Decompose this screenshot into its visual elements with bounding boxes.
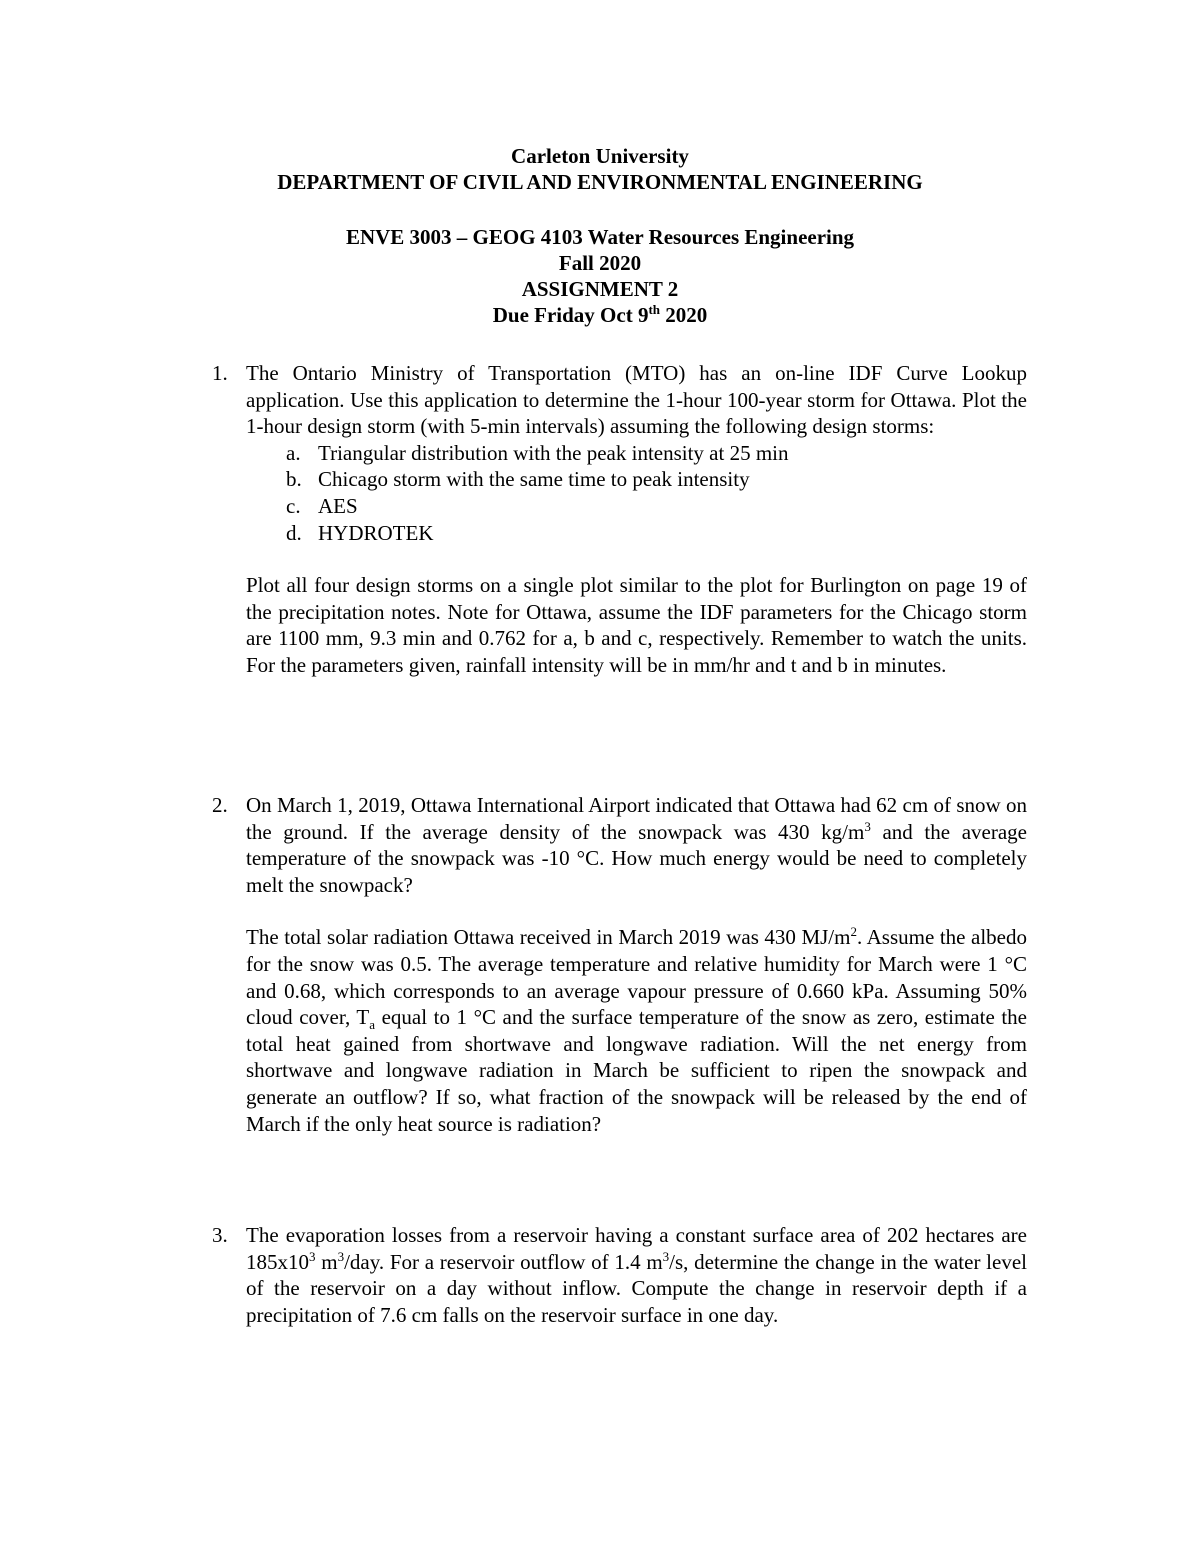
superscript: 2 [850, 924, 857, 940]
list-item [246, 493, 1027, 520]
assignment-header [0, 224, 1200, 328]
subscript: a [369, 1017, 376, 1033]
document-header [0, 143, 1200, 195]
list-item-letter: a. [286, 440, 301, 465]
text-run: The total solar radiation Ottawa received in March 2019 was 430 MJ/m [246, 925, 851, 950]
question-number: 2. [212, 793, 228, 817]
question-body [246, 792, 1027, 1137]
text-run: On March 1, 2019, Ottawa International Airport indicated that Ottawa had 62 cm of snow on the ground. If the average density of the snowpack was 430 kg/m [246, 793, 1027, 844]
superscript: 3 [337, 1248, 345, 1264]
list-item-letter: d. [286, 520, 302, 545]
superscript: 3 [662, 1248, 670, 1264]
question-paragraph [246, 924, 1027, 1137]
text-run: /day. For a reservoir outflow of 1.4 m [344, 1249, 663, 1274]
list-item [246, 440, 1027, 467]
list-item-letter: c. [286, 493, 301, 518]
question-paragraph [246, 1222, 1027, 1328]
due-suffix: 2020 [660, 303, 708, 327]
list-item [246, 520, 1027, 547]
list-item-letter: b. [286, 467, 302, 492]
list-item-text: Triangular distribution with the peak intensity at 25 min [318, 440, 789, 465]
text-run: . Assume the albedo for the snow was 0.5. The average temperature and relative humidity for March were 1 °C and 0.68, which corresponds to an average vapour pressure of 0.660 kPa. Assuming 50% cloud cover, T [246, 925, 1028, 1030]
question-number: 3. [212, 1223, 228, 1247]
text-run: and the average temperature of the snowpack was -10 °C. How much energy would be need to completely melt the snowpack? [246, 819, 1027, 897]
question-paragraph: Plot all four design storms on a single plot similar to the plot for Burlington on page 19 of the precipitation notes. Note for Ottawa, assume the IDF parameters for the Chicago storm are 1100 mm, 9.3 min and 0.762 for a, b and c, respectively. Remember to watch the units. For the parameters given, rainfall intensity will be in mm/hr and t and b in minutes. [246, 573, 1027, 677]
text-run: The evaporation losses from a reservoir having a constant surface area of 202 hectares are 185x10 [246, 1223, 1027, 1274]
term: Fall 2020 [558, 251, 642, 275]
list-item-text: Chicago storm with the same time to peak intensity [318, 467, 750, 492]
list-item [246, 466, 1027, 493]
department-name: DEPARTMENT OF CIVIL AND ENVIRONMENTAL ENGINEERING [277, 170, 923, 194]
list-item-text: HYDROTEK [318, 520, 434, 545]
due-superscript: th [648, 302, 661, 317]
text-run: /s, determine the change in the water level of the reservoir on a day without inflow. Compute the change in reservoir depth if a precipitation of 7.6 cm falls on the reservoir surface in one day. [246, 1249, 1027, 1327]
course-title: ENVE 3003 – GEOG 4103 Water Resources Engineering [345, 225, 855, 249]
question-body [246, 360, 1027, 679]
assignment-title: ASSIGNMENT 2 [521, 277, 679, 301]
text-run: m [315, 1249, 338, 1274]
due-date [0, 302, 1200, 328]
question-number: 1. [212, 361, 228, 385]
superscript: 3 [864, 818, 871, 834]
question-body [246, 1222, 1027, 1328]
question-intro: The Ontario Ministry of Transportation (MTO) has an on-line IDF Curve Lookup application. Use this application to determine the 1-hour 100-year storm for Ottawa. Plot the 1-hour design storm (with 5-min intervals) assuming the following design storms: [246, 361, 1027, 439]
text-run: equal to 1 °C and the surface temperature of the snow as zero, estimate the total heat gained from shortwave and longwave radiation. Will the net energy from shortwave and longwave radiation in March be sufficient to ripen the snowpack and generate an outflow? If so, what fraction of the snowpack will be released by the end of March if the only heat source is radiation? [246, 1005, 1027, 1136]
question-paragraph [246, 792, 1027, 898]
superscript: 3 [309, 1248, 316, 1264]
due-prefix: Due Friday Oct 9 [492, 303, 649, 327]
list-item-text: AES [318, 493, 358, 518]
university-name: Carleton University [511, 144, 689, 168]
